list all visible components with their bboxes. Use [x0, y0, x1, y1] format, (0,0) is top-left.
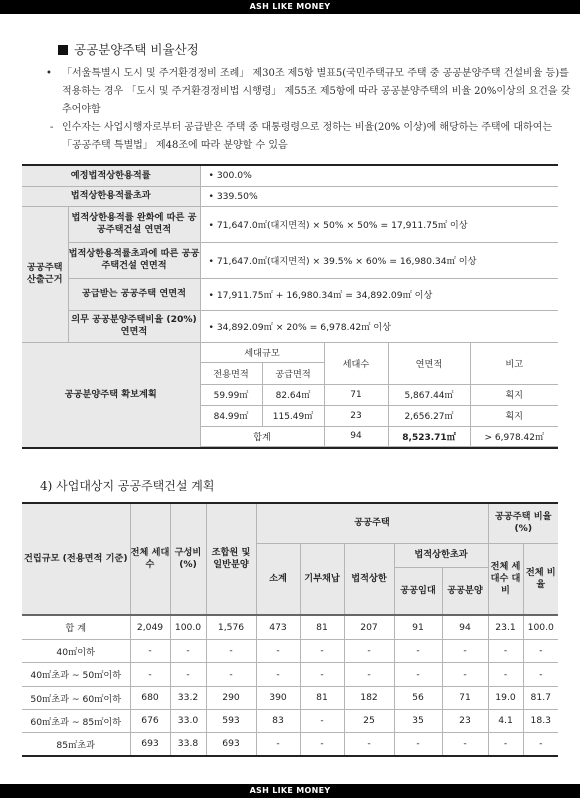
cell: 290 — [206, 686, 256, 709]
subsection-heading: 4) 사업대상지 공공주택건설 계획 — [40, 479, 215, 493]
cell: - — [523, 732, 558, 756]
cell: 19.0 — [488, 686, 523, 709]
label-calc-2: 법적상한용적률초과에 따른 공공주택건설 연면적 — [68, 242, 200, 278]
cell: 1,576 — [206, 615, 256, 639]
cell: - — [256, 732, 300, 756]
row-label: 60㎡초과 ~ 85㎡이하 — [22, 709, 130, 732]
cell: 182 — [344, 686, 394, 709]
cell: - — [523, 639, 558, 662]
header-union-sale: 조합원 및 일반분양 — [206, 503, 256, 615]
cell-units: 71 — [324, 384, 388, 405]
header-unit-size: 세대규모 — [200, 342, 324, 362]
cell: - — [394, 662, 442, 686]
cell: - — [488, 662, 523, 686]
cell-floor: 2,656.27㎡ — [388, 405, 470, 426]
cell: 693 — [130, 732, 170, 756]
label-supply-plan: 공공분양주택 확보계획 — [22, 342, 200, 448]
cell: 100.0 — [170, 615, 206, 639]
header-public-housing: 공공주택 — [256, 503, 488, 543]
cell: - — [300, 639, 344, 662]
top-banner: ASH LIKE MONEY — [0, 0, 580, 14]
header-floor-area: 연면적 — [388, 342, 470, 384]
cell: - — [256, 662, 300, 686]
cell: 56 — [394, 686, 442, 709]
header-public-ratio: 공공주택 비율(%) — [488, 503, 558, 543]
label-over-far: 법적상한용적률초과 — [22, 186, 200, 206]
cell: 33.8 — [170, 732, 206, 756]
section-heading — [58, 40, 199, 58]
cell: - — [206, 662, 256, 686]
header-public-rental: 공공임대 — [394, 567, 442, 615]
bullet-icon: • — [46, 68, 52, 79]
cell: - — [488, 732, 523, 756]
cell-note: 획지 — [470, 405, 558, 426]
cell: - — [206, 639, 256, 662]
value-planned-far: • 300.0% — [200, 165, 558, 186]
header-exclusive-area: 전용면적 — [200, 362, 262, 384]
cell: 23 — [442, 709, 488, 732]
cell-units: 23 — [324, 405, 388, 426]
cell: - — [394, 639, 442, 662]
paragraph-transfer-text: 인수자는 사업시행자로부터 공급받은 주택 중 대통령령으로 정하는 비율(20% 이상)에 해당하는 주택에 대하여는 「공공주택 특별법」 제48조에 따라 분양할 수 있음 — [62, 122, 553, 151]
value-calc-2: • 71,647.0㎡(대지면적) × 39.5% × 60% = 16,980.34㎡ 이상 — [200, 242, 558, 278]
cell: - — [442, 732, 488, 756]
section-heading-text: 공공분양주택 비율산정 — [74, 42, 199, 57]
cell: 676 — [130, 709, 170, 732]
cell-total-units: 94 — [324, 426, 388, 446]
header-donation: 기부채납 — [300, 543, 344, 615]
cell-total-floor: 8,523.71㎡ — [388, 426, 470, 446]
row-label: 40㎡이하 — [22, 639, 130, 662]
cell: 4.1 — [488, 709, 523, 732]
cell: 693 — [206, 732, 256, 756]
header-supply-area: 공급면적 — [262, 362, 324, 384]
cell: - — [442, 662, 488, 686]
cell: - — [442, 639, 488, 662]
dash-marker: - — [50, 122, 54, 133]
cell: 94 — [442, 615, 488, 639]
cell: 680 — [130, 686, 170, 709]
cell-floor: 5,867.44㎡ — [388, 384, 470, 405]
cell-note: 획지 — [470, 384, 558, 405]
cell: 91 — [394, 615, 442, 639]
label-planned-far: 예정법적상한용적률 — [22, 165, 200, 186]
header-public-sale: 공공분양 — [442, 567, 488, 615]
label-calc-3: 공급받는 공공주택 연면적 — [68, 278, 200, 310]
housing-plan-table — [22, 502, 558, 757]
header-subtotal: 소계 — [256, 543, 300, 615]
cell: - — [523, 662, 558, 686]
cell: 18.3 — [523, 709, 558, 732]
header-vs-total: 전체 세대수 대비 — [488, 543, 523, 615]
cell: - — [344, 732, 394, 756]
value-over-far: • 339.50% — [200, 186, 558, 206]
cell: 100.0 — [523, 615, 558, 639]
row-label: 50㎡초과 ~ 60㎡이하 — [22, 686, 130, 709]
cell: 83 — [256, 709, 300, 732]
header-units: 세대수 — [324, 342, 388, 384]
cell: - — [488, 639, 523, 662]
cell: - — [344, 662, 394, 686]
cell: 390 — [256, 686, 300, 709]
bottom-banner: ASH LIKE MONEY — [0, 784, 580, 798]
cell-total-label: 합계 — [200, 426, 324, 446]
header-total-units: 전체 세대수 — [130, 503, 170, 615]
row-label: 40㎡초과 ~ 50㎡이하 — [22, 662, 130, 686]
header-legal-over: 법적상한초과 — [394, 543, 488, 567]
row-label: 85㎡초과 — [22, 732, 130, 756]
cell: 33.2 — [170, 686, 206, 709]
header-total-ratio: 전체 비율 — [523, 543, 558, 615]
row-label: 합 계 — [22, 615, 130, 639]
cell: 473 — [256, 615, 300, 639]
cell: 71 — [442, 686, 488, 709]
cell: 81.7 — [523, 686, 558, 709]
header-legal-limit: 법적상한 — [344, 543, 394, 615]
header-scale: 건립규모 (전용면적 기준) — [22, 503, 130, 615]
cell: - — [300, 709, 344, 732]
header-ratio: 구성비 (%) — [170, 503, 206, 615]
value-calc-3: • 17,911.75㎡ + 16,980.34㎡ = 34,892.09㎡ 이상 — [200, 278, 558, 310]
cell: - — [300, 662, 344, 686]
cell: - — [130, 662, 170, 686]
cell-total-note: > 6,978.42㎡ — [470, 426, 558, 446]
cell: 23.1 — [488, 615, 523, 639]
cell: 207 — [344, 615, 394, 639]
cell-exclusive: 84.99㎡ — [200, 405, 262, 426]
cell: - — [394, 732, 442, 756]
value-calc-4: • 34,892.09㎡ × 20% = 6,978.42㎡ 이상 — [200, 310, 558, 342]
label-calc-4: 의무 공공분양주택비율 (20%) 연면적 — [68, 310, 200, 342]
cell-exclusive: 59.99㎡ — [200, 384, 262, 405]
cell-supply: 115.49㎡ — [262, 405, 324, 426]
header-note: 비고 — [470, 342, 558, 384]
cell: - — [300, 732, 344, 756]
value-calc-1: • 71,647.0㎡(대지면적) × 50% × 50% = 17,911.75㎡ 이상 — [200, 206, 558, 242]
label-calc-1: 법적상한용적률 완화에 따른 공공주택건설 연면적 — [68, 206, 200, 242]
ratio-table — [22, 164, 558, 449]
paragraph-transfer — [50, 119, 574, 155]
cell: - — [130, 639, 170, 662]
paragraph-rule — [46, 65, 574, 119]
cell: 81 — [300, 615, 344, 639]
paragraph-rule-text: 「서울특별시 도시 및 주거환경정비 조례」 제30조 제5항 별표5(국민주택규모 주택 중 공공분양주택 건설비율 등)를 적용하는 경우 「도시 및 주거환경정비법 시행령」 제55조 제5항에 따라 공공분양주택의 비율 20%이상의 요건을 갖추어야함 — [62, 68, 571, 115]
cell: 25 — [344, 709, 394, 732]
cell: - — [170, 639, 206, 662]
cell: 33.0 — [170, 709, 206, 732]
cell: 81 — [300, 686, 344, 709]
cell: 2,049 — [130, 615, 170, 639]
label-calc-basis: 공공주택 산출근거 — [22, 206, 68, 342]
square-bullet-icon — [58, 45, 68, 55]
cell: - — [344, 639, 394, 662]
cell: - — [256, 639, 300, 662]
cell: 35 — [394, 709, 442, 732]
cell: 593 — [206, 709, 256, 732]
cell: - — [170, 662, 206, 686]
cell-supply: 82.64㎡ — [262, 384, 324, 405]
